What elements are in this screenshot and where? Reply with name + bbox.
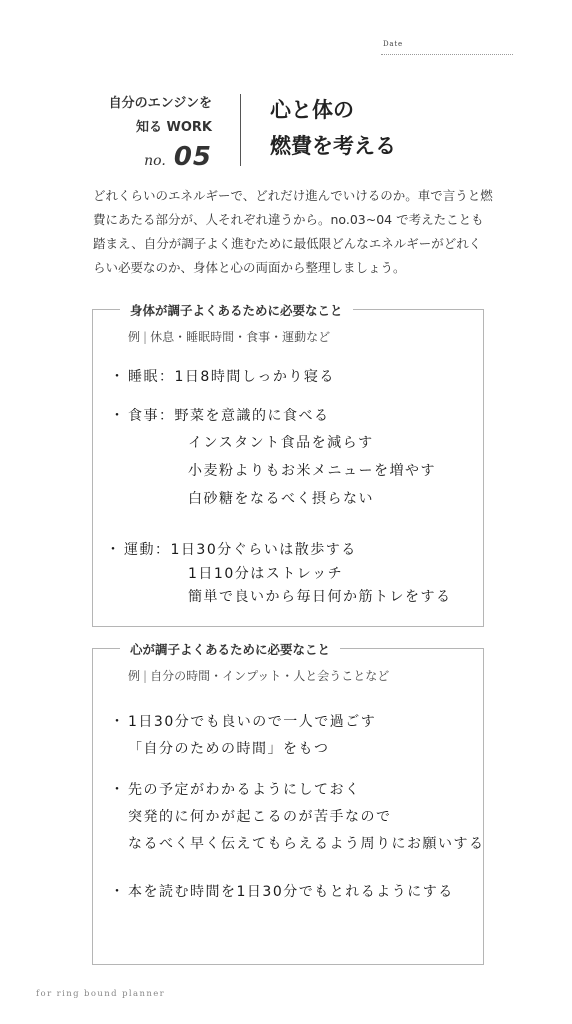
entry-term: 食事: [128, 408, 159, 424]
entry-line: 「自分のための時間」をもつ: [128, 741, 330, 757]
example-text: 休息・睡眠時間・食事・運動など: [150, 330, 331, 344]
example-label: 例: [128, 330, 141, 344]
example-text: 自分の時間・インプット・人と会うことなど: [150, 669, 390, 683]
series-block: [80, 92, 212, 172]
bullet: ・: [106, 542, 122, 558]
entry-line: なるべく早く伝えてもらえるよう周りにお願いする: [128, 836, 485, 852]
work-number: [80, 142, 212, 172]
mind-entry-3: [110, 881, 454, 901]
mind-box-heading: 心が調子よくあるために必要なこと: [120, 640, 340, 658]
entry-line: 白砂糖をなるべく摂らない: [188, 491, 374, 507]
entry-exercise: [106, 539, 357, 559]
intro-text: どれくらいのエネルギーで、どれだけ進んでいけるのか。車で言うと燃費にあたる部分が、人それぞれ違うから。no.03~04 で考えたことも踏まえ、自分が調子よく進むために最低限どんなエネルギーがどれくらい必要なのか、身体と心の両面から整理しましょう。: [93, 188, 493, 275]
entry-meal: [110, 405, 330, 425]
body-box-heading: 身体が調子よくあるために必要なこと: [120, 301, 353, 319]
body-box-example: [128, 328, 330, 345]
mind-entry-1: [110, 711, 376, 731]
date-field: [381, 40, 513, 55]
series-line-1: 自分のエンジンを: [108, 96, 212, 111]
example-separator: |: [143, 669, 148, 683]
date-label: Date: [383, 40, 403, 48]
entry-line: 野菜を意識的に食べる: [174, 408, 330, 424]
footer-text: for ring bound planner: [36, 989, 166, 999]
header-divider: [240, 94, 241, 166]
bullet: ・: [110, 714, 126, 730]
entry-term: 睡眠: [128, 369, 159, 385]
entry-line: 1日8時間しっかり寝る: [174, 369, 335, 385]
entry-line: 1日30分ぐらいは散歩する: [170, 542, 357, 558]
no-label: no.: [144, 153, 166, 169]
page-title: [270, 92, 396, 164]
entry-colon: ：: [159, 408, 175, 424]
entry-colon: ：: [159, 369, 175, 385]
entry-line: 本を読む時間を1日30分でもとれるようにする: [128, 884, 454, 900]
mind-entry-2: [110, 779, 361, 799]
entry-line: 簡単で良いから毎日何か筋トレをする: [188, 589, 452, 605]
series-line-2: 知る WORK: [135, 120, 212, 135]
mind-box-example: [128, 667, 389, 684]
entry-sleep: [110, 366, 335, 386]
date-line[interactable]: [381, 54, 513, 55]
title-line-1: 心と体の: [270, 98, 354, 122]
example-label: 例: [128, 669, 141, 683]
entry-line: 1日10分はストレッチ: [188, 566, 344, 582]
bullet: ・: [110, 369, 126, 385]
title-line-2: 燃費を考える: [270, 134, 396, 158]
entry-term: 運動: [124, 542, 155, 558]
entry-line: 先の予定がわかるようにしておく: [128, 782, 361, 798]
entry-line: 小麦粉よりもお米メニューを増やす: [188, 463, 436, 479]
bullet: ・: [110, 884, 126, 900]
entry-line: 突発的に何かが起こるのが苦手なので: [128, 809, 392, 825]
number-value: 05: [173, 142, 212, 172]
entry-line: インスタント食品を減らす: [188, 435, 374, 451]
entry-colon: ：: [155, 542, 171, 558]
bullet: ・: [110, 408, 126, 424]
entry-line: 1日30分でも良いので一人で過ごす: [128, 714, 377, 730]
bullet: ・: [110, 782, 126, 798]
example-separator: |: [143, 330, 148, 344]
